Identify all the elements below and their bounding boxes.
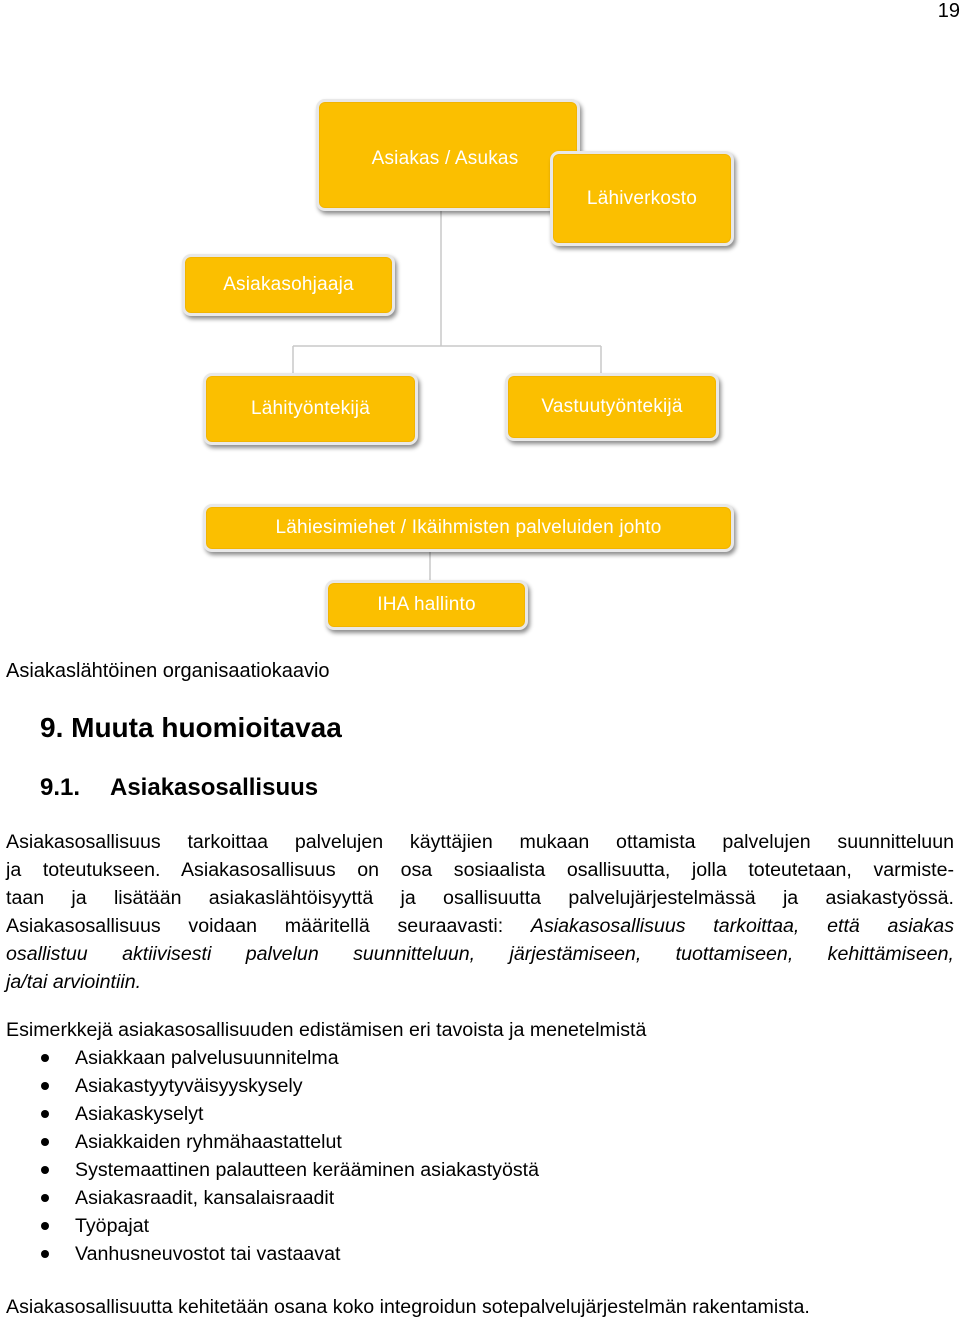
list-item-label: Vanhusneuvostot tai vastaavat	[75, 1243, 341, 1265]
bullet-icon	[41, 1138, 49, 1146]
org-chart-connectors	[0, 0, 960, 650]
paragraph-line	[6, 912, 954, 940]
examples-list	[0, 1044, 539, 1268]
list-item	[0, 1044, 539, 1072]
definition-lead: Asiakasosallisuus voidaan määritellä seuraavasti:	[6, 915, 531, 937]
bullet-icon	[41, 1250, 49, 1258]
org-box-lahityontekija: Lähityöntekijä	[203, 373, 418, 445]
paragraph-line-italic: osallistuu aktiivisesti palvelun suunnitteluun, järjestämiseen, tuottamiseen, kehittämiseen,	[6, 943, 954, 965]
list-item	[0, 1072, 539, 1100]
definition-italic: Asiakasosallisuus tarkoittaa, että asiakas	[530, 915, 954, 937]
bullet-icon	[41, 1166, 49, 1174]
list-item-label: Asiakaskyselyt	[75, 1103, 204, 1125]
list-item-label: Systemaattinen palautteen kerääminen asiakastyöstä	[75, 1159, 539, 1181]
org-chart	[0, 0, 960, 650]
org-box-asiakasohjaaja: Asiakasohjaaja	[182, 254, 395, 316]
subsection-title: Asiakasosallisuus	[110, 774, 319, 801]
list-item	[0, 1100, 539, 1128]
list-item-label: Asiakasraadit, kansalaisraadit	[75, 1187, 335, 1209]
list-item-label: Työpajat	[75, 1215, 150, 1237]
figure-caption: Asiakaslähtöinen organisaatiokaavio	[6, 660, 330, 682]
subsection-number: 9.1.	[40, 774, 81, 801]
examples-intro: Esimerkkejä asiakasosallisuuden edistämisen eri tavoista ja menetelmistä	[6, 1019, 647, 1041]
closing-sentence: Asiakasosallisuutta kehitetään osana koko integroidun sotepalvelujärjestelmän rakentamista.	[6, 1296, 810, 1318]
list-item-label: Asiakastyytyväisyyskysely	[75, 1075, 303, 1097]
org-box-lahiesimiehet: Lähiesimiehet / Ikäihmisten palveluiden johto	[203, 504, 734, 552]
bullet-icon	[41, 1082, 49, 1090]
org-box-vastuutyontekija: Vastuutyöntekijä	[505, 373, 719, 441]
subsection-heading	[40, 774, 318, 802]
section-heading: 9. Muuta huomioitavaa	[40, 712, 342, 743]
list-item-label: Asiakkaiden ryhmähaastattelut	[75, 1131, 342, 1153]
list-item	[0, 1240, 539, 1268]
body-paragraph	[6, 828, 954, 996]
list-item-label: Asiakkaan palvelusuunnitelma	[75, 1047, 339, 1069]
paragraph-line: Asiakasosallisuus tarkoittaa palvelujen käyttäjien mukaan ottamista palvelujen suunnitteluun	[6, 831, 954, 853]
paragraph-line: ja toteutukseen. Asiakasosallisuus on osa sosiaalista osallisuutta, jolla toteutetaan, varmiste-	[6, 859, 954, 881]
list-item	[0, 1184, 539, 1212]
page-number: 19	[937, 0, 960, 22]
bullet-icon	[41, 1194, 49, 1202]
list-item	[0, 1128, 539, 1156]
paragraph-line-italic: ja/tai arviointiin.	[6, 971, 142, 993]
list-item	[0, 1156, 539, 1184]
bullet-icon	[41, 1110, 49, 1118]
org-box-asiakas: Asiakas / Asukas	[316, 99, 580, 211]
bullet-icon	[41, 1222, 49, 1230]
bullet-icon	[41, 1054, 49, 1062]
paragraph-line: taan ja lisätään asiakaslähtöisyyttä ja osallisuutta palvelujärjestelmässä ja asiakastyössä.	[6, 887, 954, 909]
list-item	[0, 1212, 539, 1240]
org-box-iha-hallinto: IHA hallinto	[325, 580, 528, 630]
org-box-lahiverkosto: Lähiverkosto	[550, 151, 734, 246]
